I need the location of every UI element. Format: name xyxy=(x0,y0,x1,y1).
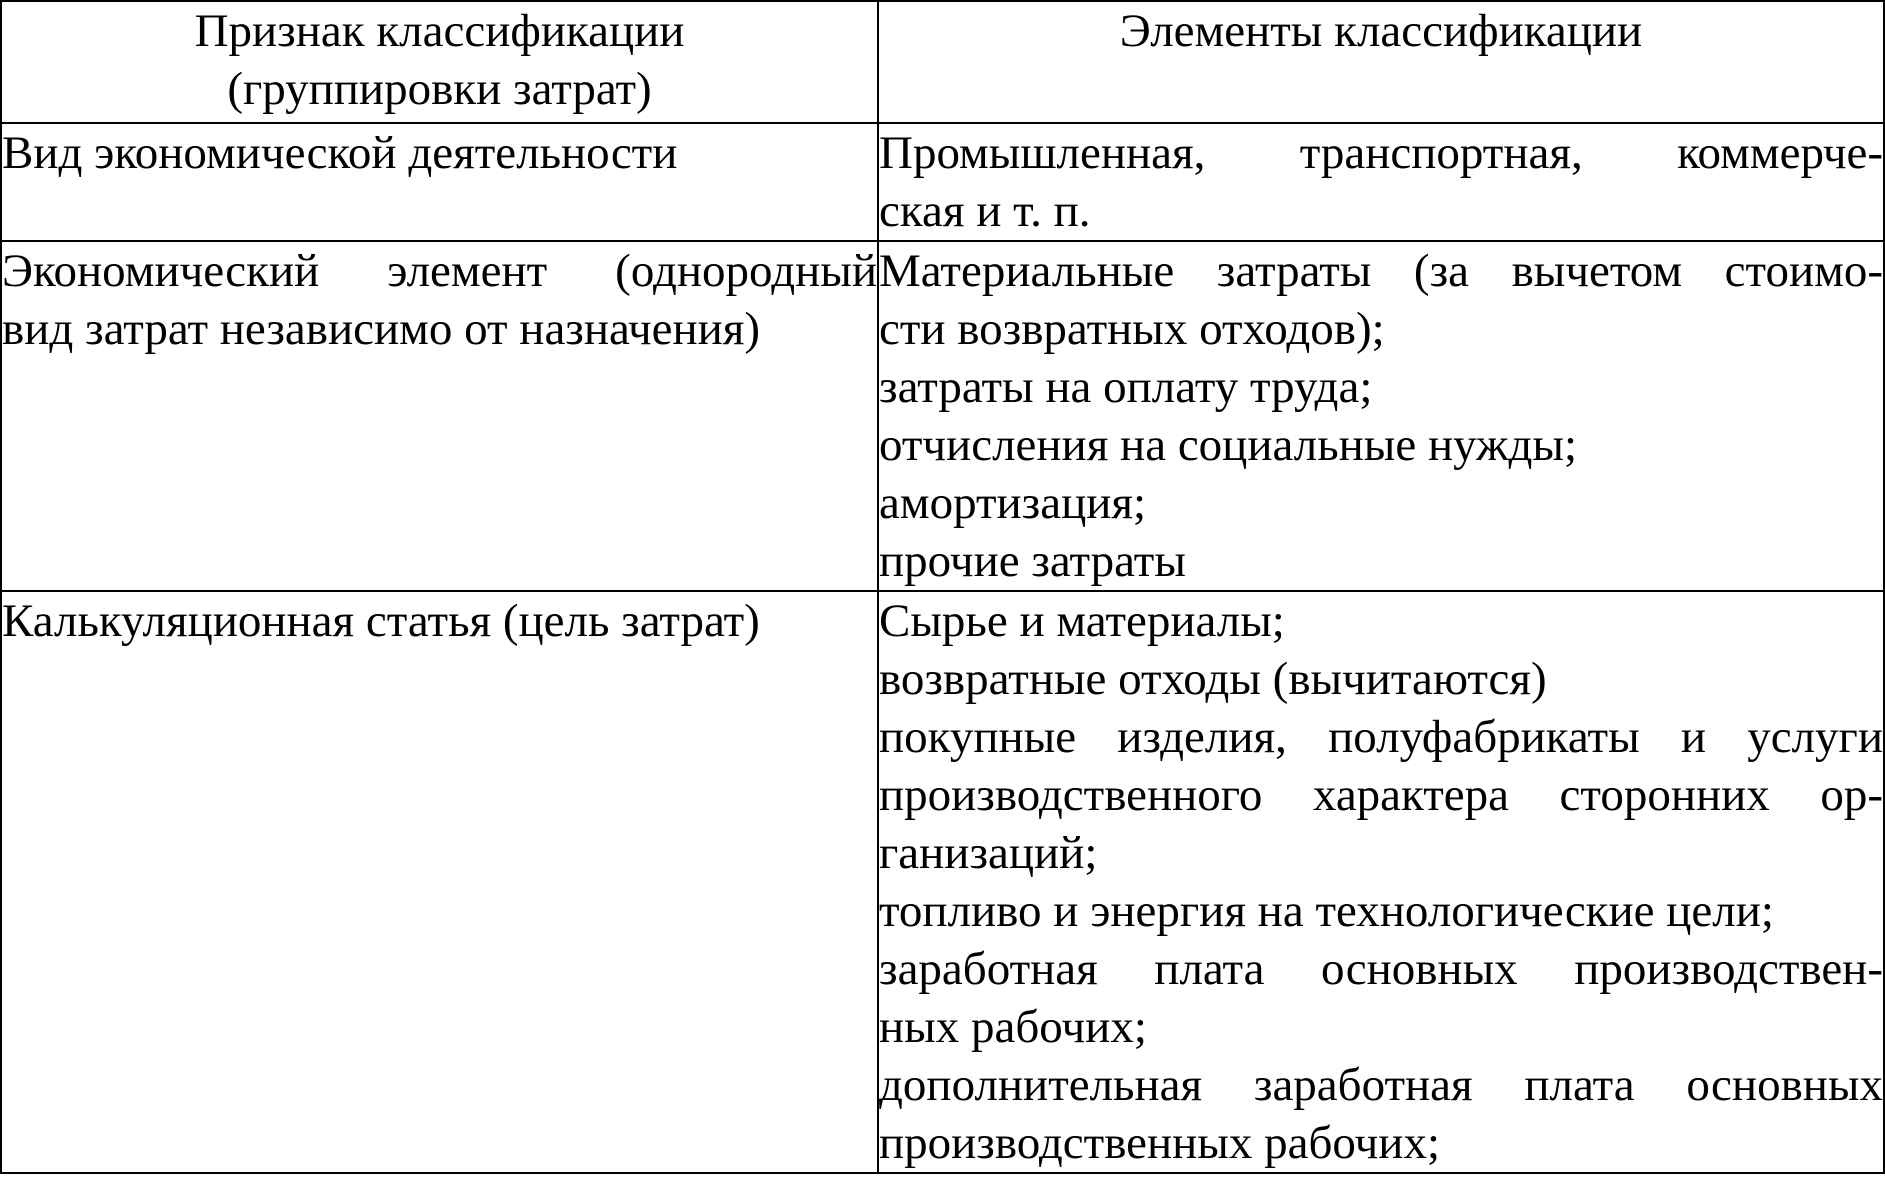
header-criterion-line-2: (группировки затрат) xyxy=(227,63,652,115)
elements-line: затраты на оплату труда; xyxy=(879,361,1373,413)
criterion-cell xyxy=(1,241,878,591)
elements-line: покупные изделия, полуфабрикаты и услуги xyxy=(879,711,1883,763)
table-row xyxy=(1,591,1884,1173)
criterion-line: Экономический элемент (однородный xyxy=(2,245,877,297)
elements-cell xyxy=(878,591,1884,1173)
elements-line: ская и т. п. xyxy=(879,185,1091,237)
header-elements-label: Элементы классификации xyxy=(1119,5,1643,57)
table-row xyxy=(1,123,1884,241)
elements-line: амортизация; xyxy=(879,477,1147,529)
elements-line: заработная плата основных производствен- xyxy=(879,943,1883,995)
criterion-line: Вид экономической деятельности xyxy=(2,127,678,179)
criterion-cell xyxy=(1,123,878,241)
elements-line: прочие затраты xyxy=(879,535,1186,587)
elements-line: топливо и энергия на технологические цели; xyxy=(879,885,1774,937)
elements-line: ных рабочих; xyxy=(879,1001,1147,1053)
criterion-line: вид затрат независимо от назначения) xyxy=(2,303,761,355)
header-criterion-cell xyxy=(1,1,878,123)
elements-line: Сырье и материалы; xyxy=(879,595,1285,647)
elements-line: возвратные отходы (вычитаются) xyxy=(879,653,1547,705)
elements-line: сти возвратных отходов); xyxy=(879,303,1385,355)
header-criterion-line-1: Признак классификации xyxy=(194,5,685,57)
elements-line: производственного характера сторонних ор- xyxy=(879,769,1883,821)
criterion-cell xyxy=(1,591,878,1173)
header-elements-cell xyxy=(878,1,1884,123)
elements-line: Материальные затраты (за вычетом стоимо- xyxy=(879,245,1883,297)
elements-line: Промышленная, транспортная, коммерче- xyxy=(879,127,1883,179)
table-row xyxy=(1,241,1884,591)
elements-cell xyxy=(878,123,1884,241)
elements-line: производственных рабочих; xyxy=(879,1117,1441,1169)
criterion-line: Калькуляционная статья (цель затрат) xyxy=(2,595,760,647)
elements-line: отчисления на социальные нужды; xyxy=(879,419,1578,471)
table-header-row xyxy=(1,1,1884,123)
elements-line: ганизаций; xyxy=(879,827,1098,879)
elements-line: дополнительная заработная плата основных xyxy=(879,1059,1883,1111)
elements-cell xyxy=(878,241,1884,591)
